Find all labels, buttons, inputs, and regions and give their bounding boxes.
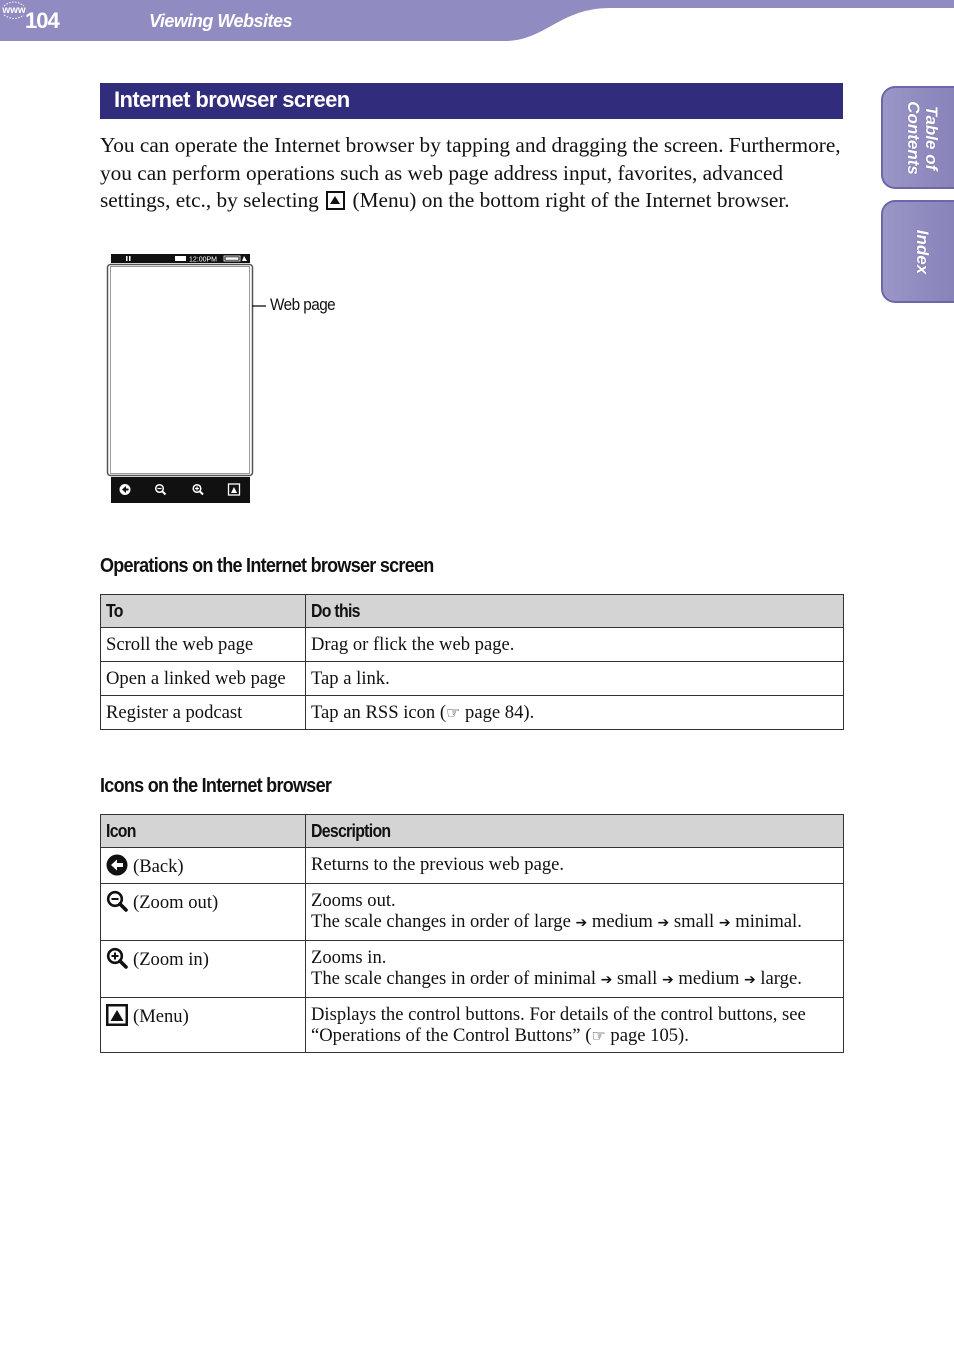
- description-cell: Returns to the previous web page.: [306, 848, 844, 884]
- svg-text:www: www: [2, 5, 26, 16]
- table-row: [101, 848, 844, 884]
- operations-table: [100, 594, 844, 730]
- browser-toolbar: [111, 477, 250, 503]
- column-header-description: Description: [306, 815, 844, 848]
- web-page-leader-line: [252, 304, 268, 308]
- header-band: [0, 0, 954, 44]
- icon-cell: (Menu): [101, 998, 306, 1053]
- description-cell: Zooms out. The scale changes in order of large ➔ medium ➔ small ➔ minimal.: [306, 884, 844, 941]
- menu-icon: [106, 1004, 128, 1026]
- icon-cell: (Back): [101, 848, 306, 884]
- table-row: [101, 998, 844, 1053]
- icon-cell: (Zoom out): [101, 884, 306, 941]
- ops-do-cell: Tap an RSS icon (☞ page 84).: [306, 696, 844, 730]
- page-84-link[interactable]: page 84).: [460, 702, 535, 723]
- description-cell: Displays the control buttons. For details of the control buttons, see “Operations of the Control Buttons” (☞ page 105).: [306, 998, 844, 1053]
- arrow-right-icon: ➔: [744, 972, 756, 988]
- page-reference-hand-icon: ☞: [446, 703, 461, 722]
- page-number: 104: [25, 8, 59, 33]
- ops-to-cell: Open a linked web page: [101, 662, 306, 696]
- arrow-right-icon: ➔: [575, 915, 588, 931]
- table-header-row: [101, 815, 844, 848]
- arrow-right-icon: ➔: [657, 915, 670, 931]
- back-icon: [106, 854, 128, 876]
- table-row: [101, 884, 844, 941]
- intro-paragraph: [100, 132, 850, 215]
- ops-to-cell: Scroll the web page: [101, 628, 306, 662]
- browser-screen-illustration: [106, 253, 254, 505]
- www-icon: [0, 0, 28, 20]
- index-tab[interactable]: [881, 200, 954, 303]
- table-row: [101, 941, 844, 998]
- column-header-do-this: Do this: [306, 595, 844, 628]
- arrow-right-icon: ➔: [718, 915, 731, 931]
- page-heading: Internet browser screen: [114, 87, 350, 112]
- page-header: [0, 0, 954, 44]
- status-icon: [175, 256, 186, 261]
- icons-heading: Icons on the Internet browser: [100, 775, 332, 797]
- icon-cell: (Zoom in): [101, 941, 306, 998]
- intro-text-1: You can operate the Internet browser by tapping and dragging the screen. Furthermore, you can perform operations such as web page address input, favorites, advanced settings, etc., by selecting: [100, 133, 841, 212]
- ops-to-cell: Register a podcast: [101, 696, 306, 730]
- description-cell: Zooms in. The scale changes in order of minimal ➔ small ➔ medium ➔ large.: [306, 941, 844, 998]
- table-row: [101, 628, 844, 662]
- menu-icon: [326, 191, 345, 210]
- heading-bar: [100, 83, 843, 119]
- ops-do-cell: Drag or flick the web page.: [306, 628, 844, 662]
- icons-table: [100, 814, 844, 1053]
- page-reference-hand-icon: ☞: [591, 1026, 606, 1045]
- zoom-in-icon: [106, 947, 128, 969]
- column-header-to: To: [101, 595, 306, 628]
- arrow-right-icon: ➔: [600, 972, 613, 988]
- table-row: [101, 696, 844, 730]
- index-tab-label: Index: [913, 229, 932, 274]
- column-header-icon: Icon: [101, 815, 306, 848]
- section-title: Viewing Websites: [149, 11, 293, 31]
- arrow-right-icon: ➔: [662, 972, 674, 988]
- intro-text-2: (Menu) on the bottom right of the Internet browser.: [352, 188, 790, 212]
- operations-heading: Operations on the Internet browser screen: [100, 555, 434, 577]
- page-105-link[interactable]: page 105).: [605, 1025, 689, 1046]
- zoom-out-icon: [106, 890, 128, 912]
- toolbar-back-icon: [120, 484, 131, 495]
- table-of-contents-tab[interactable]: [881, 86, 954, 189]
- ops-do-cell: Tap a link.: [306, 662, 844, 696]
- status-bar: [111, 254, 250, 264]
- table-of-contents-tab-label: Table of Contents: [904, 100, 941, 175]
- table-row: [101, 662, 844, 696]
- status-time: 12:00PM: [189, 256, 218, 264]
- table-header-row: [101, 595, 844, 628]
- web-page-area: [111, 267, 250, 474]
- web-page-label: Web page: [270, 295, 336, 314]
